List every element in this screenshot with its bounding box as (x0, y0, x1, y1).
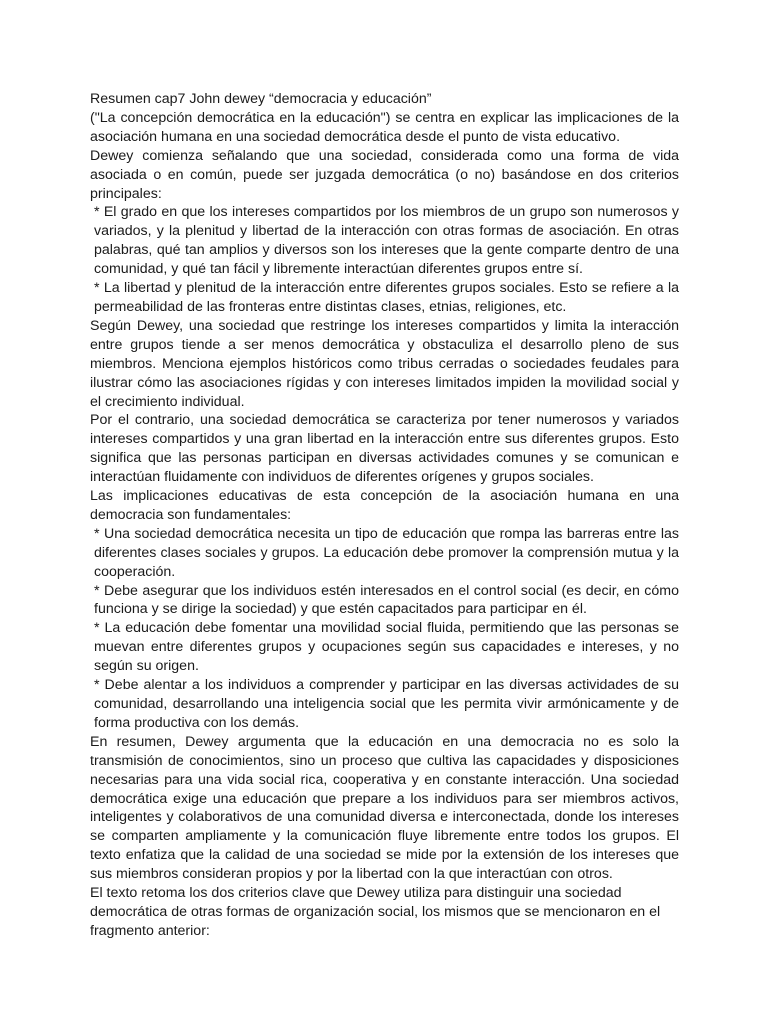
bullet-criterion-2: * La libertad y plenitud de la interacción entre diferentes grupos sociales. Esto se refiere a la permeabilidad de las fronteras entre distintas clases, etnias, religiones, etc. (94, 280, 679, 315)
bullet-criterion-1: * El grado en que los intereses compartidos por los miembros de un grupo son numerosos y variados, y la plenitud y libertad de la interacción con otras formas de asociación. En otras palabras, qué tan amplios y diversos son los intereses que la gente comparte dentro de una comunidad, y qué tan fácil y libremente interactúan diferentes grupos entre sí. (94, 204, 679, 278)
paragraph-criteria-intro: Dewey comienza señalando que una sociedad, considerada como una forma de vida asociada o en común, puede ser juzgada democrática (o no) basándose en dos criterios principales: (90, 147, 679, 202)
bullet-implication-1: * Una sociedad democrática necesita un tipo de educación que rompa las barreras entre las diferentes clases sociales y grupos. La educación debe promover la comprensión mutua y la cooperación. (94, 525, 679, 580)
paragraph-summary: En resumen, Dewey argumenta que la educación en una democracia no es solo la transmisión de conocimientos, sino un proceso que cultiva las capacidades y disposiciones necesarias para una vida social rica, cooperativa y en constante interacción. Una sociedad democrática exige una educación que prepare a los individuos para ser miembros activos, inteligentes y colaborativos de una comunidad diversa e interconectada, donde los intereses se comparten ampliamente y la comunicación fluye libremente entre todos los grupos. El texto enfatiza que la calidad de una sociedad se mide por la extensión de los intereses que sus miembros consideran propios y por la libertad con la que interactúan con otros. (90, 733, 679, 883)
document-page (90, 90, 679, 941)
paragraph-closing: El texto retoma los dos criterios clave que Dewey utiliza para distinguir una sociedad democrática de otras formas de organización social, los mismos que se mencionaron en el fragmento anterior: (90, 885, 661, 939)
paragraph-democratic-society: Por el contrario, una sociedad democrática se caracteriza por tener numerosos y variados intereses compartidos y una gran libertad en la interacción entre sus diferentes grupos. Esto significa que las personas participan en diversas actividades comunes y se comunican e interactúan fluidamente con individuos de diferentes orígenes y grupos sociales. (90, 412, 679, 486)
paragraph-restrictive-society: Según Dewey, una sociedad que restringe los intereses compartidos y limita la interacción entre grupos tiende a ser menos democrática y obstaculiza el desarrollo pleno de sus miembros. Menciona ejemplos históricos como tribus cerradas o sociedades feudales para ilustrar cómo las asociaciones rígidas y con intereses limitados impiden la movilidad social y el crecimiento individual. (90, 317, 679, 410)
paragraph-intro: ("La concepción democrática en la educación") se centra en explicar las implicaciones de la asociación humana en una sociedad democrática desde el punto de vista educativo. (90, 109, 679, 145)
bullet-implication-3: * La educación debe fomentar una movilidad social fluida, permitiendo que las personas se muevan entre diferentes grupos y ocupaciones según sus capacidades e intereses, y no según su origen. (94, 620, 679, 675)
document-title: Resumen cap7 John dewey “democracia y educación” (90, 91, 432, 107)
bullet-implication-4: * Debe alentar a los individuos a comprender y participar en las diversas actividades de su comunidad, desarrollando una inteligencia social que les permita vivir armónicamente y de forma productiva con los demás. (94, 677, 679, 731)
paragraph-implications-intro: Las implicaciones educativas de esta concepción de la asociación humana en una democracia son fundamentales: (90, 488, 679, 523)
bullet-implication-2: * Debe asegurar que los individuos estén interesados en el control social (es decir, en cómo funciona y se dirige la sociedad) y que estén capacitados para participar en él. (94, 582, 679, 618)
